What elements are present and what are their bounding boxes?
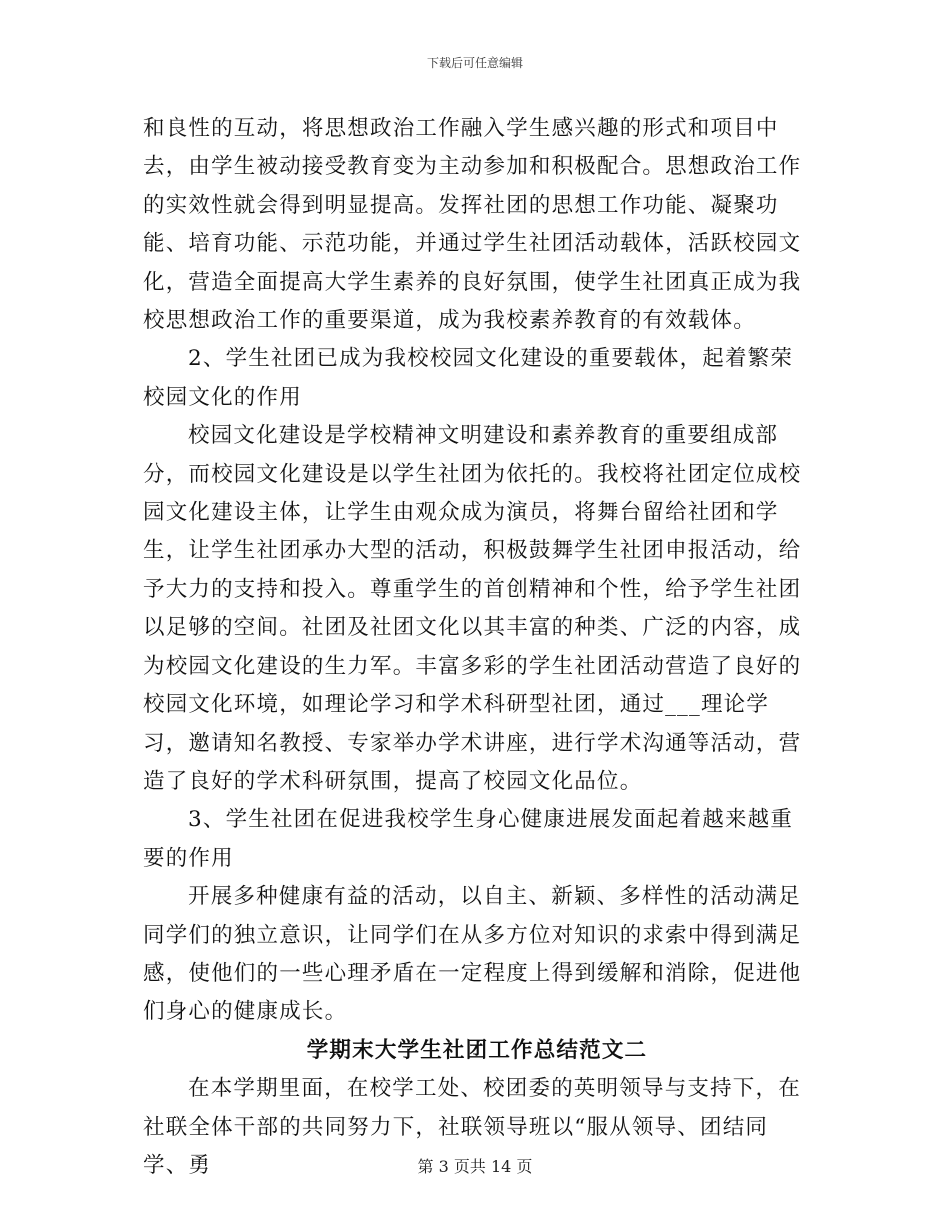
paragraph: 校园文化建设是学校精神文明建设和素养教育的重要组成部分，而校园文化建设是以学生社团为依托的。我校将社团定位成校园文化建设主体，让学生由观众成为演员，将舞台留给社团和学生，让学生社团承办大型的活动，积极鼓舞学生社团申报活动，给予大力的支持和投入。尊重学生的首创精神和个性，给予学生社团以足够的空间。社团及社团文化以其丰富的种类、广泛的内容，成为校园文化建设的生力军。丰富多彩的学生社团活动营造了良好的校园文化环境，如理论学习和学术科研型社团，通过___理论学习，邀请知名教授、专家举办学术讲座，进行学术沟通等活动，营造了良好的学术科研氛围，提高了校园文化品位。 — [143, 423, 802, 794]
page-number: 第 3 页共 14 页 — [417, 1157, 533, 1176]
paragraph: 在本学期里面，在校学工处、校团委的英明领导与支持下，在社联全体干部的共同努力下，社联领导班以“服从领导、团结同学、勇 — [143, 1076, 801, 1178]
section-title: 学期末大学生社团工作总结范文二 — [306, 1037, 648, 1063]
document-body — [143, 110, 811, 1185]
paragraph-heading-2: 2、学生社团已成为我校校园文化建设的重要载体，起着繁荣校园文化的作用 — [143, 346, 794, 410]
paragraph: 开展多种健康有益的活动，以自主、新颖、多样性的活动满足同学们的独立意识，让同学们在从多方位对知识的求索中得到满足感，使他们的一些心理矛盾在一定程度上得到缓解和消除，促进他们身心的健康成长。 — [143, 884, 802, 1025]
page-header: 下载后可任意编辑 — [426, 56, 523, 70]
paragraph-heading-3: 3、学生社团在促进我校学生身心健康进展发面起着越来越重要的作用 — [143, 807, 794, 871]
paragraph: 和良性的互动，将思想政治工作融入学生感兴趣的形式和项目中去，由学生被动接受教育变为主动参加和积极配合。思想政治工作的实效性就会得到明显提高。发挥社团的思想工作功能、凝聚功能、培育功能、示范功能，并通过学生社团活动载体，活跃校园文化，营造全面提高大学生素养的良好氛围，使学生社团真正成为我校思想政治工作的重要渠道，成为我校素养教育的有效载体。 — [143, 116, 802, 334]
